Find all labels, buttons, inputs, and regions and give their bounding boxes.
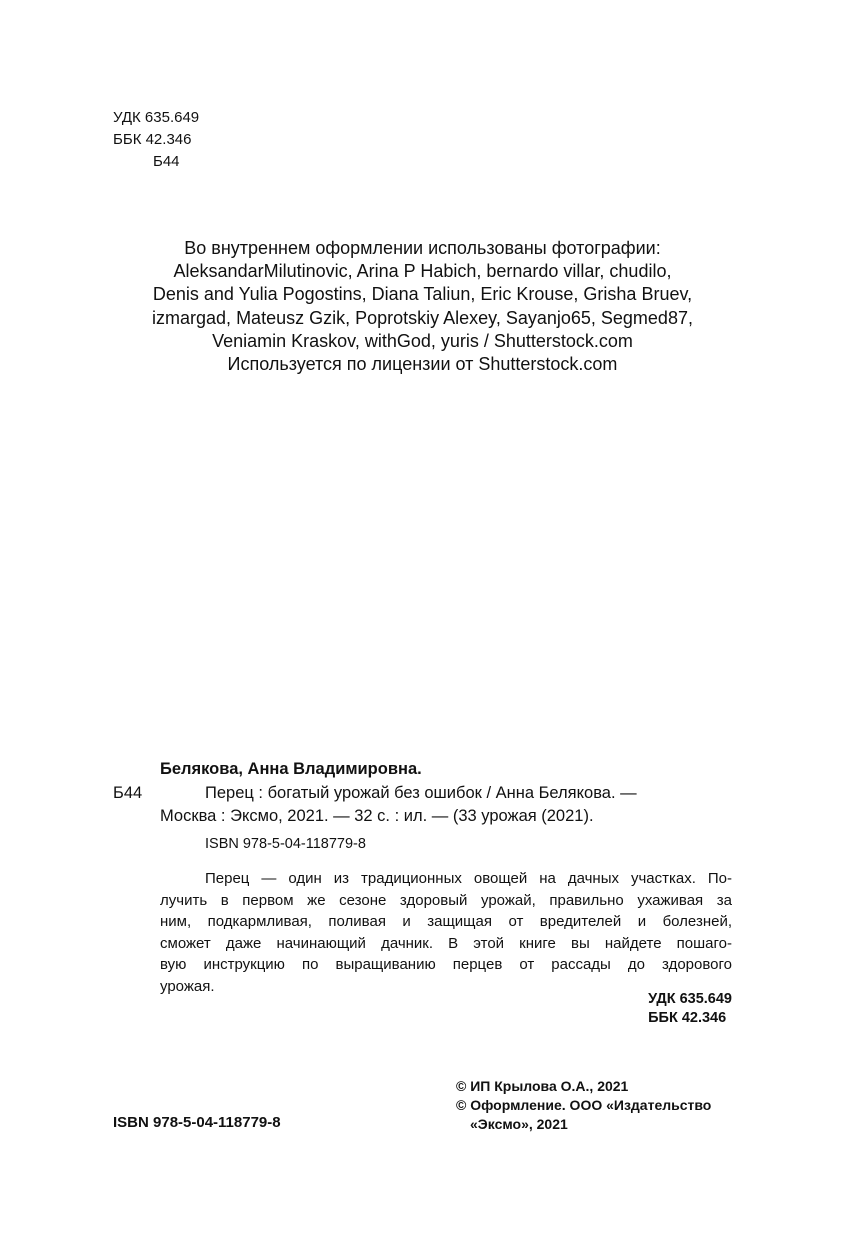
credits-line: AleksandarMilutinovic, Arina P Habich, bernardo villar, chudilo, bbox=[173, 261, 672, 282]
annotation-line: лучить в первом же сезоне здоровый урожай, правильно ухаживая за bbox=[160, 891, 732, 909]
annotation-line: ним, подкармливая, поливая и защищая от вредителей и болезней, bbox=[160, 913, 732, 930]
record-bbk: ББК 42.346 bbox=[648, 1010, 727, 1026]
copyright-line: © ИП Крылова О.А., 2021 bbox=[456, 1078, 629, 1094]
annotation-line: сможет даже начинающий дачник. В этой книге вы найдете пошаго- bbox=[160, 934, 732, 952]
record-udk: УДК 635.649 bbox=[648, 991, 732, 1007]
credits-line: izmargad, Mateusz Gzik, Poprotskiy Alexey, Sayanjo65, Segmed87, bbox=[152, 307, 693, 328]
credits-line: Во внутреннем оформлении использованы фотографии: bbox=[184, 238, 661, 258]
credits-line: Veniamin Kraskov, withGod, yuris / Shutterstock.com bbox=[212, 330, 633, 351]
annotation-line: Перец — один из традиционных овощей на дачных участках. По- bbox=[205, 870, 732, 887]
annotation-line: вую инструкцию по выращиванию перцев от рассады до здорового bbox=[160, 956, 732, 973]
copyright bbox=[456, 1077, 711, 1134]
record-codes bbox=[648, 990, 732, 1028]
copyright-line: © Оформление. ООО «Издательство bbox=[456, 1097, 712, 1113]
udk-code: УДК 635.649 bbox=[113, 109, 200, 126]
annotation bbox=[160, 868, 732, 997]
record-title-line2: Москва : Эксмо, 2021. — 32 с. : ил. — (33 урожая (2021). bbox=[160, 807, 594, 825]
bbk-code: ББК 42.346 bbox=[113, 131, 192, 148]
photo-credits bbox=[0, 237, 845, 376]
record-sign: Б44 bbox=[113, 784, 143, 802]
isbn-bottom: ISBN 978-5-04-118779-8 bbox=[113, 1114, 281, 1131]
record-title-line1: Перец : богатый урожай без ошибок / Анна Белякова. — bbox=[205, 784, 637, 802]
record-author: Белякова, Анна Владимировна. bbox=[160, 760, 422, 778]
credits-line: Используется по лицензии от Shutterstock.com bbox=[227, 354, 618, 375]
record-isbn: ISBN 978-5-04-118779-8 bbox=[205, 836, 366, 852]
copyright-line: «Эксмо», 2021 bbox=[470, 1116, 568, 1132]
annotation-line: урожая. bbox=[160, 977, 215, 995]
author-sign: Б44 bbox=[153, 153, 180, 170]
credits-line: Denis and Yulia Pogostins, Diana Taliun, Eric Krouse, Grisha Bruev, bbox=[152, 284, 693, 305]
